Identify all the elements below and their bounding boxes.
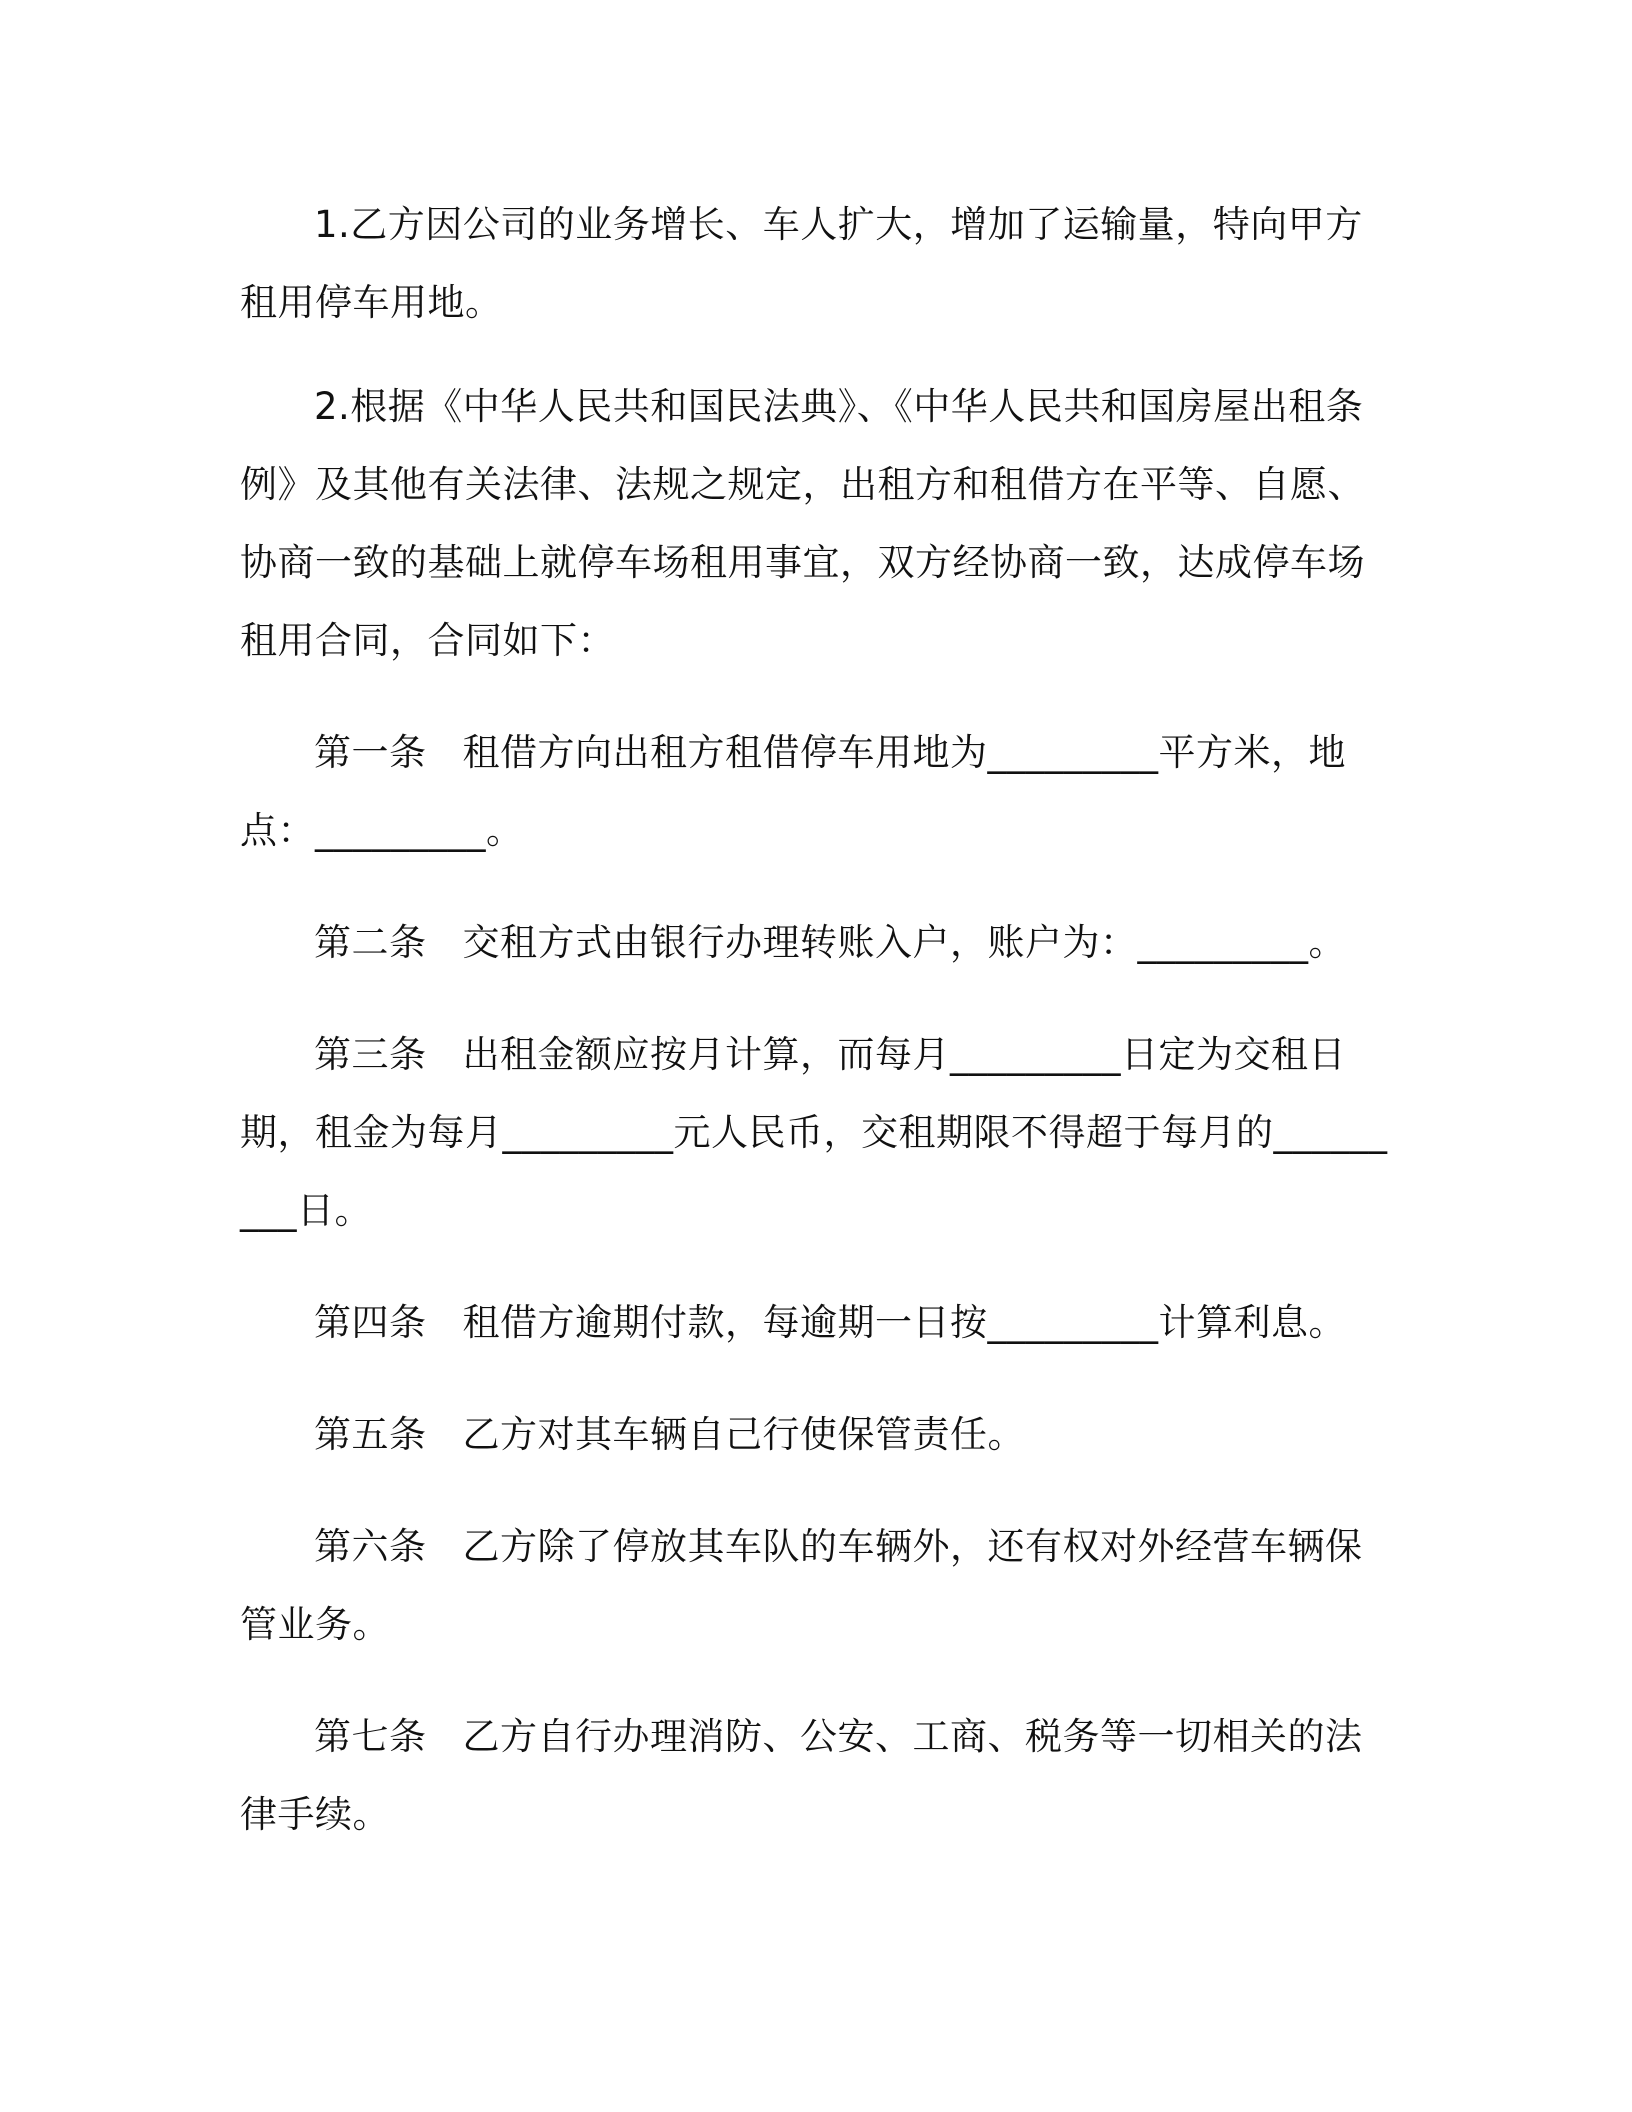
article-label: 第三条 bbox=[314, 1033, 427, 1076]
article-text: 租借方向出租方租借停车用地为_________平方米，地点：_________。 bbox=[240, 731, 1346, 852]
article-label: 第二条 bbox=[314, 921, 427, 964]
article-text: 乙方自行办理消防、公安、工商、税务等一切相关的法律手续。 bbox=[240, 1715, 1363, 1836]
article-text: 乙方对其车辆自己行使保管责任。 bbox=[462, 1413, 1025, 1456]
article-3 bbox=[240, 1016, 1390, 1250]
article-7 bbox=[240, 1698, 1390, 1854]
article-text: 交租方式由银行办理转账入户，账户为：_________。 bbox=[462, 921, 1346, 964]
article-label: 第一条 bbox=[314, 731, 427, 774]
article-label: 第六条 bbox=[314, 1525, 427, 1568]
article-text: 乙方除了停放其车队的车辆外，还有权对外经营车辆保管业务。 bbox=[240, 1525, 1363, 1646]
document-body bbox=[240, 186, 1390, 1854]
paragraph-2: 2.根据《中华人民共和国民法典》、《中华人民共和国房屋出租条例》及其他有关法律、法规之规定，出租方和租借方在平等、自愿、协商一致的基础上就停车场租用事宜，双方经协商一致，达成停车场租用合同，合同如下： bbox=[240, 385, 1365, 662]
article-label: 第四条 bbox=[314, 1301, 427, 1344]
article-6 bbox=[240, 1508, 1390, 1664]
article-text: 出租金额应按月计算，而每月_________日定为交租日期，租金为每月_________元人民币，交租期限不得超于每月的_________日。 bbox=[240, 1033, 1388, 1232]
article-2 bbox=[240, 904, 1390, 982]
article-5 bbox=[240, 1396, 1390, 1474]
article-text: 租借方逾期付款，每逾期一日按_________计算利息。 bbox=[462, 1301, 1346, 1344]
article-4 bbox=[240, 1284, 1390, 1362]
article-label: 第七条 bbox=[314, 1715, 427, 1758]
article-label: 第五条 bbox=[314, 1413, 427, 1456]
article-1 bbox=[240, 714, 1390, 870]
paragraph-1: 1.乙方因公司的业务增长、车人扩大，增加了运输量，特向甲方租用停车用地。 bbox=[240, 203, 1363, 324]
